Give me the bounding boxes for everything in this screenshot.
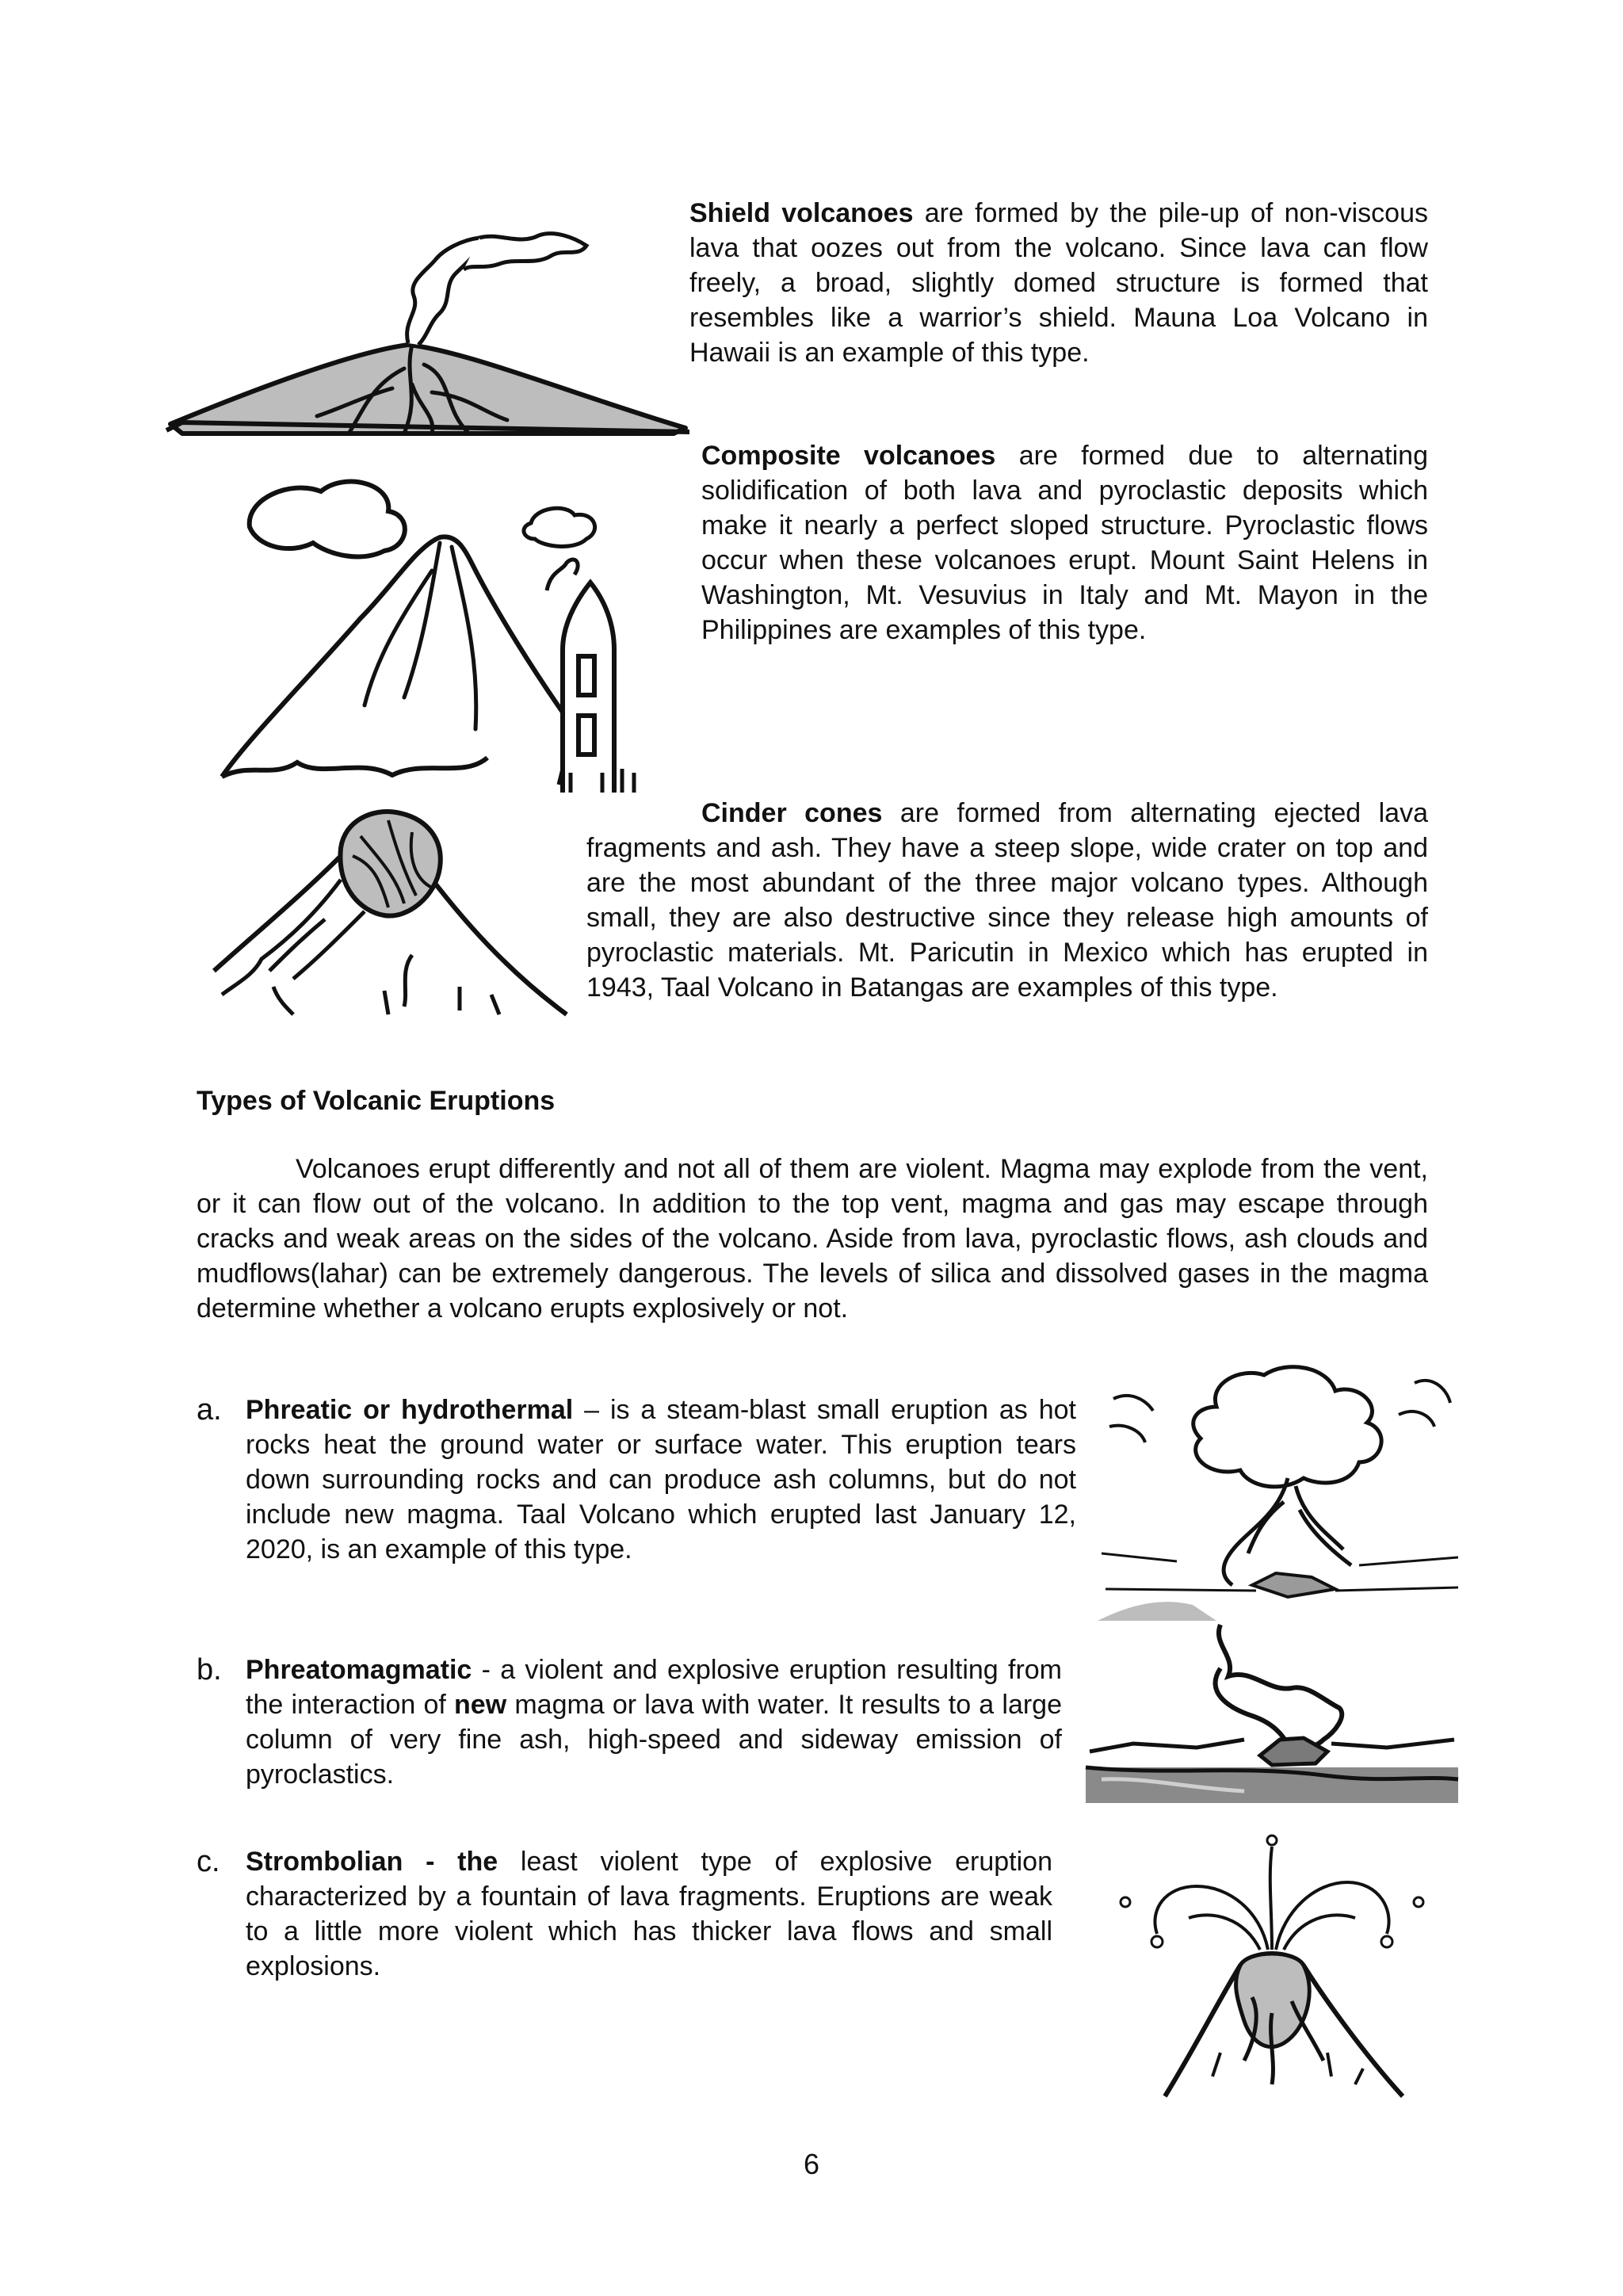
composite-volcanoes-paragraph	[701, 438, 1428, 648]
list-marker-a: a.	[197, 1393, 222, 1427]
phreatomagmatic-term: Phreatomagmatic	[246, 1655, 472, 1685]
strombolian-text: least violent type of explosive eruption characterized by a fountain of lava fragments. Eruptions are weak to a little more violent which has thicker lava flows and small explosions.	[246, 1847, 1052, 1981]
cinder-cones-text: are formed from alternating ejected lava fragments and ash. They have a steep slope, wide crater on top and are the most abundant of the three major volcano types. Although small, they are also destructive since they release high amounts of pyroclastic materials. Mt. Paricutin in Mexico which has erupted in 1943, Taal Volcano in Batangas are examples of this type.	[586, 798, 1428, 1003]
strombolian-term: Strombolian - the	[246, 1847, 498, 1877]
shield-volcano-illustration	[166, 226, 689, 444]
cinder-cone-illustration	[206, 800, 579, 1026]
phreatomagmatic-eruption-illustration	[1086, 1621, 1458, 1803]
eruptions-heading: Types of Volcanic Eruptions	[197, 1086, 556, 1116]
cinder-cones-paragraph	[586, 796, 1428, 1005]
eruption-type-c	[197, 1844, 1052, 1984]
eruption-type-a	[197, 1392, 1076, 1567]
cinder-cones-term: Cinder cones	[701, 798, 883, 828]
list-marker-b: b.	[197, 1653, 222, 1687]
shield-volcanoes-paragraph	[689, 196, 1428, 370]
eruptions-intro-paragraph: Volcanoes erupt differently and not all of them are violent. Magma may explode from the vent, or it can flow out of the volcano. In addition to the top vent, magma and gas may escape through cracks and weak areas on the sides of the volcano. Aside from lava, pyroclastic flows, ash clouds and mudflows(lahar) can be extremely dangerous. The levels of silica and dissolved gases in the magma determine whether a volcano erupts explosively or not.	[197, 1154, 1428, 1324]
shield-volcanoes-term: Shield volcanoes	[689, 198, 914, 228]
composite-volcano-illustration	[202, 468, 646, 800]
phreatomagmatic-emphasis: new	[454, 1690, 507, 1720]
composite-volcanoes-term: Composite volcanoes	[701, 441, 996, 471]
phreatomagmatic-text-before: - a violent and explosive eruption resulting from the interaction of	[246, 1655, 1062, 1720]
shield-volcanoes-text: are formed by the pile-up of non-viscous lava that oozes out from the volcano. Since lava can flow freely, a broad, slightly domed structure is formed that resembles like a warrior’s shield. Mauna Loa Volcano in Hawaii is an example of this type.	[689, 198, 1428, 368]
page-number: 6	[803, 2148, 820, 2180]
list-marker-c: c.	[197, 1845, 220, 1878]
phreatic-eruption-illustration	[1098, 1359, 1462, 1621]
phreatic-text: – is a steam-blast small eruption as hot rocks heat the ground water or surface water. This eruption tears down surrounding rocks and can produce ash columns, but do not include new magma. Taal Volcano which erupted last January 12, 2020, is an example of this type.	[246, 1395, 1076, 1564]
strombolian-eruption-illustration	[1102, 1831, 1442, 2100]
composite-volcanoes-text: are formed due to alternating solidification of both lava and pyroclastic deposits which make it nearly a perfect sloped structure. Pyroclastic flows occur when these volcanoes erupt. Mount Saint Helens in Washington, Mt. Vesuvius in Italy and Mt. Mayon in the Philippines are examples of this type.	[701, 441, 1428, 645]
eruption-type-b	[197, 1652, 1062, 1792]
phreatic-term: Phreatic or hydrothermal	[246, 1395, 574, 1425]
phreatomagmatic-text-after: magma or lava with water. It results to a large column of very fine ash, high-speed and sideway emission of pyroclastics.	[246, 1690, 1063, 1790]
